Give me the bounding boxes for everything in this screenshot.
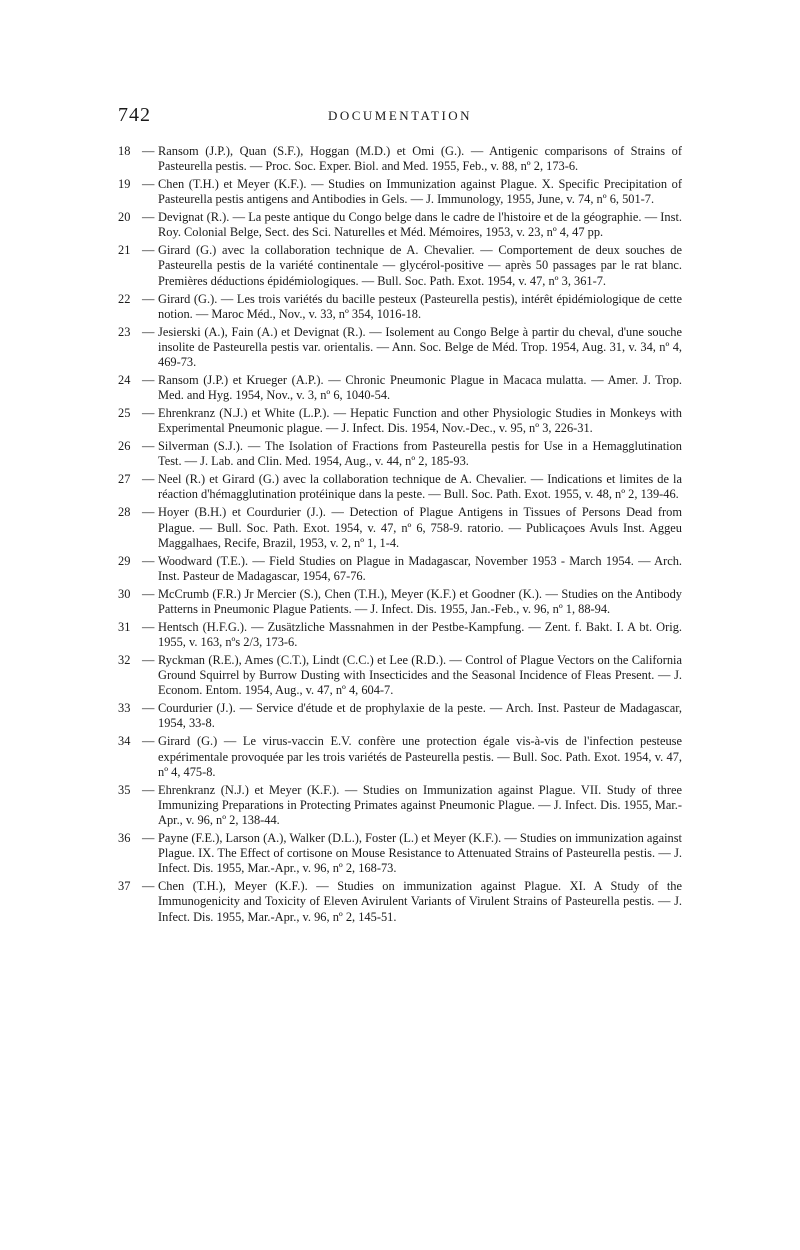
reference-entry	[118, 653, 682, 699]
reference-text: Chen (T.H.) et Meyer (K.F.). — Studies on Immunization against Plague. X. Specific Precipitation of Pasteurella pestis antigens and Antibodies in Gels. — J. Immunology, 1955, June, v. 74, nº 6, 501-7.	[158, 177, 682, 207]
reference-text: Girard (G.) — Le virus-vaccin E.V. confère une protection égale vis-à-vis de l'infection pesteuse expérimentale provoquée par les trois variétés de Pasteurella pestis. — Bull. Soc. Path. Exot. 1954, v. 47, nº 4, 475-8.	[158, 734, 682, 779]
reference-entry	[118, 620, 682, 650]
reference-number: 23	[118, 324, 131, 339]
reference-dash: —	[142, 439, 155, 454]
reference-dash: —	[142, 372, 155, 387]
reference-dash: —	[142, 701, 155, 716]
reference-entry	[118, 587, 682, 617]
reference-entry	[118, 554, 682, 584]
reference-number: 28	[118, 505, 131, 520]
reference-dash: —	[142, 830, 155, 845]
reference-dash: —	[142, 177, 155, 192]
reference-text: Chen (T.H.), Meyer (K.F.). — Studies on immunization against Plague. XI. A Study of the Immunogenicity and Toxicity of Eleven Avirulent Variants of Virulent Strains of Pasteurella pestis. — J. Infect. Dis. 1955, Mar.-Apr., v. 96, nº 2, 145-51.	[158, 879, 682, 924]
reference-dash: —	[142, 879, 155, 894]
reference-entry	[118, 144, 682, 174]
reference-number: 31	[118, 619, 131, 634]
reference-entry	[118, 783, 682, 829]
reference-number: 20	[118, 210, 131, 225]
reference-dash: —	[142, 652, 155, 667]
reference-entry	[118, 406, 682, 436]
reference-number: 33	[118, 701, 131, 716]
reference-text: Neel (R.) et Girard (G.) avec la collaboration technique de A. Chevalier. — Indications et limites de la réaction d'hémagglutination protéinique dans la peste. — Bull. Soc. Path. Exot. 1955, v. 48, nº 2, 139-46.	[158, 472, 682, 502]
reference-entry	[118, 831, 682, 877]
reference-number: 24	[118, 372, 131, 387]
reference-dash: —	[142, 324, 155, 339]
reference-number: 36	[118, 830, 131, 845]
reference-number: 26	[118, 439, 131, 454]
reference-text: Devignat (R.). — La peste antique du Congo belge dans le cadre de l'histoire et de la géographie. — Inst. Roy. Colonial Belge, Sect. des Sci. Naturelles et Méd. Mémoires, 1953, v. 23, nº 4, 47 pp.	[158, 210, 682, 240]
reference-number: 35	[118, 782, 131, 797]
reference-text: Payne (F.E.), Larson (A.), Walker (D.L.), Foster (L.) et Meyer (K.F.). — Studies on immunization against Plague. IX. The Effect of cortisone on Mouse Resistance to Attenuated Strains of Pasteurella pestis. — J. Infect. Dis. 1955, Mar.-Apr., v. 96, nº 2, 168-73.	[158, 830, 682, 876]
reference-dash: —	[142, 243, 155, 258]
reference-entry	[118, 701, 682, 731]
reference-dash: —	[142, 782, 155, 797]
reference-entry	[118, 472, 682, 502]
reference-text: Hentsch (H.F.G.). — Zusätzliche Massnahmen in der Pestbe-Kampfung. — Zent. f. Bakt. I. A bt. Orig. 1955, v. 163, nºs 2/3, 173-6.	[158, 619, 682, 650]
reference-dash: —	[142, 406, 155, 421]
reference-dash: —	[142, 505, 155, 520]
reference-text: Ehrenkranz (N.J.) et Meyer (K.F.). — Studies on Immunization against Plague. VII. Study of three Immunizing Preparations in Protecting Primates against Pneumonic Plague. — J. Infect. Dis. 1955, Mar.-Apr., v. 96, nº 2, 138-44.	[158, 782, 682, 828]
reference-list	[118, 144, 682, 928]
reference-number: 19	[118, 177, 131, 192]
reference-entry	[118, 879, 682, 925]
reference-number: 27	[118, 472, 131, 487]
reference-dash: —	[142, 472, 155, 487]
reference-entry	[118, 210, 682, 240]
running-title: DOCUMENTATION	[327, 108, 473, 123]
reference-number: 25	[118, 406, 131, 421]
reference-entry	[118, 373, 682, 403]
reference-dash: —	[142, 734, 155, 749]
reference-text: Girard (G.) avec la collaboration technique de A. Chevalier. — Comportement de deux souches de Pasteurella pestis de la variété continentale — glycérol-positive — après 50 passages par le rat blanc. Premières déductions épidémiologiques. — Bull. Soc. Path. Exot. 1954, v. 47, nº 3, 361-7.	[158, 243, 682, 288]
reference-dash: —	[142, 553, 155, 568]
reference-text: Ryckman (R.E.), Ames (C.T.), Lindt (C.C.) et Lee (R.D.). — Control of Plague Vectors on the California Ground Squirrel by Burrow Dusting with Insecticides and the Seasonal Incidence of Fleas Present. — J. Econom. Entom. 1954, Aug., v. 47, nº 4, 604-7.	[158, 652, 682, 698]
reference-number: 18	[118, 144, 131, 158]
reference-dash: —	[142, 210, 155, 225]
reference-text: McCrumb (F.R.) Jr Mercier (S.), Chen (T.H.), Meyer (K.F.) et Goodner (K.). — Studies on the Antibody Patterns in Pneumonic Plague Patients. — J. Infect. Dis. 1955, Jan.-Feb., v. 96, nº 1, 88-94.	[158, 586, 682, 616]
reference-entry	[118, 177, 682, 207]
reference-dash: —	[142, 586, 155, 601]
reference-number: 32	[118, 652, 131, 667]
reference-entry	[118, 292, 682, 322]
reference-text: Girard (G.). — Les trois variétés du bacille pesteux (Pasteurella pestis), intérêt épidémiologique de cette notion. — Maroc Méd., Nov., v. 33, nº 354, 1016-18.	[158, 291, 682, 321]
reference-dash: —	[142, 144, 155, 158]
reference-text: Ransom (J.P.) et Krueger (A.P.). — Chronic Pneumonic Plague in Macaca mulatta. — Amer. J. Trop. Med. and Hyg. 1954, Nov., v. 3, nº 6, 1040-54.	[158, 372, 682, 403]
reference-dash: —	[142, 619, 155, 634]
reference-text: Jesierski (A.), Fain (A.) et Devignat (R.). — Isolement au Congo Belge à partir du cheval, d'une souche insolite de Pasteurella pestis var. orientalis. — Ann. Soc. Belge de Méd. Trop. 1954, Aug. 31, v. 34, nº 4, 469-73.	[158, 324, 682, 370]
reference-text: Courdurier (J.). — Service d'étude et de prophylaxie de la peste. — Arch. Inst. Pasteur de Madagascar, 1954, 33-8.	[158, 701, 682, 731]
reference-number: 30	[118, 586, 131, 601]
reference-entry	[118, 243, 682, 289]
reference-text: Ransom (J.P.), Quan (S.F.), Hoggan (M.D.) et Omi (G.). — Antigenic comparisons of Strains of Pasteurella pestis. — Proc. Soc. Exper. Biol. and Med. 1955, Feb., v. 88, nº 2, 173-6.	[158, 144, 682, 174]
reference-entry	[118, 734, 682, 780]
reference-text: Silverman (S.J.). — The Isolation of Fractions from Pasteurella pestis for Use in a Hemagglutination Test. — J. Lab. and Clin. Med. 1954, Aug., v. 44, nº 2, 185-93.	[158, 439, 682, 469]
reference-entry	[118, 439, 682, 469]
reference-number: 22	[118, 291, 131, 306]
reference-entry	[118, 325, 682, 371]
page-header	[118, 104, 682, 128]
page-number: 742	[118, 104, 151, 126]
reference-dash: —	[142, 291, 155, 306]
reference-text: Ehrenkranz (N.J.) et White (L.P.). — Hepatic Function and other Physiologic Studies in Monkeys with Experimental Pneumonic plague. — J. Infect. Dis. 1954, Nov.-Dec., v. 95, nº 3, 226-31.	[158, 406, 682, 436]
reference-text: Hoyer (B.H.) et Courdurier (J.). — Detection of Plague Antigens in Tissues of Persons Dead from Plague. — Bull. Soc. Path. Exot. 1954, v. 47, nº 6, 758-9. ratorio. — Publicaçoes Avuls Inst. Aggeu Maggalhaes, Recife, Brazil, 1953, v. 2, nº 1, 1-4.	[158, 505, 682, 550]
reference-number: 34	[118, 734, 131, 749]
reference-text: Woodward (T.E.). — Field Studies on Plague in Madagascar, November 1953 - March 1954. — Arch. Inst. Pasteur de Madagascar, 1954, 67-76.	[158, 553, 682, 583]
reference-number: 29	[118, 553, 131, 568]
reference-number: 37	[118, 879, 131, 894]
reference-entry	[118, 505, 682, 551]
reference-number: 21	[118, 243, 131, 258]
